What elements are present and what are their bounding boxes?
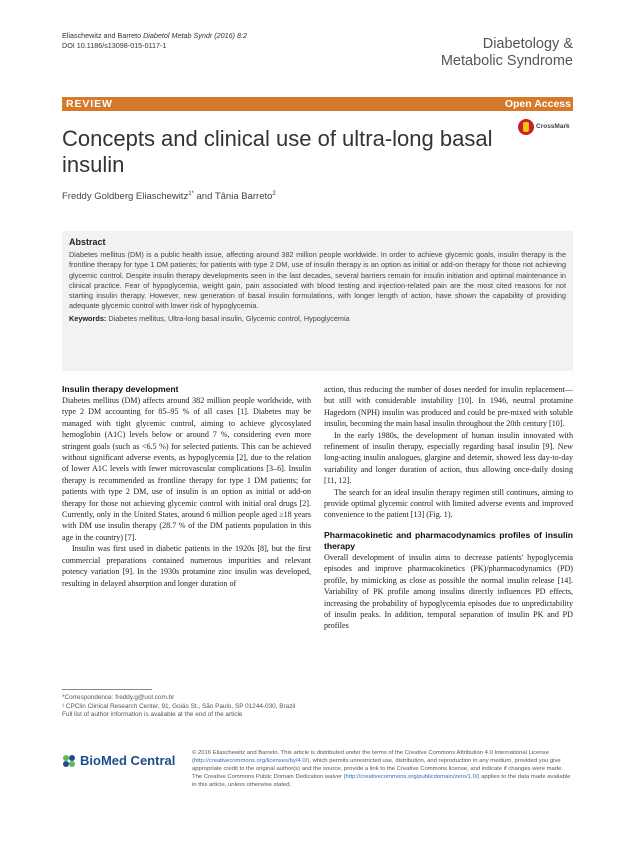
- keywords-label: Keywords:: [69, 313, 107, 323]
- section-heading: Insulin therapy development: [62, 384, 179, 394]
- license-text: ), which permits unrestricted use, distribution, and reproduction in any medium, provided you give appropriate credit to the original author(s) and the source, provide a link to the Creative Commons license, and indicate if changes were made. The Creative Commons Public Domain Dedication waiver (: [192, 757, 563, 780]
- article-type-banner: [62, 97, 573, 111]
- journal-name: [441, 36, 573, 70]
- article-type-label: REVIEW: [66, 98, 113, 110]
- body-paragraph: Overall development of insulin aims to decrease patients' hypoglycemia episodes and improve pharmacokinetics (PK)/pharmacodynamics (PD) profile, by mimicking as close as possible the normal insulin release [14]. Variability of PK profile among insulins directly influences PD effects, increasing the probability of hypoglycemia episodes due to unpredictability of insulin peaks. In addition, temporal separation of insulin PK and PD profiles: [324, 552, 573, 631]
- license-statement: [192, 750, 574, 790]
- public-domain-link[interactable]: http://creativecommons.org/publicdomain/zero/1.0/: [345, 773, 478, 780]
- keywords-list: Diabetes mellitus, Ultra-long basal insulin, Glycemic control, Hypoglycemia: [108, 313, 350, 323]
- citation-authors: Eliaschewitz and Barreto: [62, 31, 142, 40]
- body-paragraph: The search for an ideal insulin therapy regimen still continues, aiming to provide optimal glycemic control with limited adverse events and improved convenience to the patient [13] (Fig. 1).: [324, 487, 573, 520]
- author-2-affiliation: 2: [272, 191, 276, 197]
- body-paragraph: In the early 1980s, the development of human insulin innovated with refinement of insulin therapy, especially regarding basal insulin [9]. New long-acting insulin analogues, glargine and detemir, showed less day-to-day variability and longer duration of action, thus allowing once-daily dosing [11, 12].: [324, 430, 573, 486]
- crossmark-icon: [518, 119, 534, 135]
- section-heading: Pharmacokinetic and pharmacodynamics profiles of insulin therapy: [324, 529, 573, 551]
- crossmark-button[interactable]: [518, 119, 570, 135]
- keywords-line: [69, 314, 566, 324]
- abstract-box: [62, 231, 573, 371]
- author-list: [62, 191, 276, 202]
- body-paragraph: Insulin was first used in diabetic patients in the 1920s [8], but the first commercial preparations contained numerous impurities and relevant potency variation [9]. In the 1930s protamine zinc insulin was developed, resulting in delayed absorption and longer duration of: [62, 544, 311, 588]
- article-title: Concepts and clinical use of ultra-long basal insulin: [62, 126, 493, 177]
- author-2[interactable]: Tânia Barreto: [214, 191, 273, 203]
- body-paragraph: action, thus reducing the number of doses needed for insulin replacement—but still with considerable instability [10]. In 1946, neutral protamine Hagedorn (NPH) insulin was produced and could be pre-mixed with soluble insulin, becoming the main basal insulin throughout the 20th century [10].: [324, 385, 573, 429]
- author-conjunction: and: [193, 191, 215, 203]
- journal-name-line2: Metabolic Syndrome: [440, 53, 573, 69]
- footnotes: [62, 694, 312, 720]
- license-link[interactable]: http://creativecommons.org/licenses/by/4.0/: [193, 757, 308, 764]
- author-1[interactable]: Freddy Goldberg Eliaschewitz: [62, 191, 189, 203]
- author-1-affiliation: 1*: [188, 191, 194, 197]
- citation-journal: Diabetol Metab Syndr: [143, 31, 213, 40]
- journal-name-line1: Diabetology &: [482, 36, 573, 52]
- abstract-text: Diabetes mellitus (DM) is a public health issue, affecting around 382 million people worldwide. In order to achieve glycemic goals, insulin therapy is the frontline therapy for type 1 DM patients; for patients with type 2 DM, use of insulin therapy is an option as initial or add-on therapy for those not achieving glycemic control. Despite insulin therapy developments seen in the last decades, several barriers remain for insulin initiation and optimal maintenance in clinical practice. Fear of hypoglycemia, weight gain, pain associated with blood testing and injection-related pain are the most cited reasons for not starting insulin therapy. However, new generation of basal insulin formulations, with longer length of action, have shown the capability of providing adequate glycemic control with lower risk of hypoglycemia.: [69, 250, 566, 311]
- author-info-note: Full list of author information is available at the end of the article: [62, 711, 243, 719]
- body-column-left: [62, 384, 311, 589]
- affiliation-note: ¹ CPClin Clinical Research Center, 91, Goiás St., São Paulo, SP 01244-030, Brazil: [62, 702, 296, 710]
- crossmark-label: CrossMark: [536, 123, 570, 130]
- license-text: ) applies to the data made available in this article, unless otherwise stated.: [192, 773, 571, 788]
- section-gap: [324, 521, 573, 530]
- license-text: © 2016 Eliaschewitz and Barreto. This article is distributed under the terms of the Creative Commons Attribution 4.0 International License (: [192, 750, 549, 764]
- citation-block: [62, 31, 247, 51]
- body-column-right: [324, 384, 573, 632]
- biomed-central-text: BioMed Central: [80, 753, 176, 768]
- citation-volume: (2016) 8:2: [214, 31, 247, 40]
- footnote-divider: [62, 689, 152, 690]
- abstract-heading: Abstract: [69, 237, 106, 247]
- correspondence-note: *Correspondence: freddy.g@uol.com.br: [62, 694, 175, 701]
- biomed-central-icon: [62, 754, 76, 768]
- open-access-label: Open Access: [504, 98, 571, 110]
- body-paragraph: Diabetes mellitus (DM) affects around 382 million people worldwide, with type 2 DM accounting for 85–95 % of all cases [1]. Diabetes may be managed with tight glycemic control, aiming to achieve glycosylated hemoglobin (A1C) levels below or around 7 %, considering even more stringent goals (such as <6.5 %) for selected patients. This can be achieved without significant adverse events, as hypoglycemia [2], due to the relation of lower A1C levels with fewer microvascular complications [3–6]. Insulin therapy is recommended as frontline therapy for type 1 DM patients; for patients with type 2 DM, use of insulin is an option as initial or add-on therapy for those not achieving glycemic control with initial oral drugs [2]. Currently, only in the United States, around 6 million people aged ≥18 years with DM use insulin therapy (28.7 % of the DM patients population in this age in the country) [7].: [62, 396, 311, 542]
- citation-line: [62, 31, 247, 41]
- biomed-central-logo[interactable]: [62, 752, 176, 774]
- doi: DOI 10.1186/s13098-015-0117-1: [62, 41, 167, 50]
